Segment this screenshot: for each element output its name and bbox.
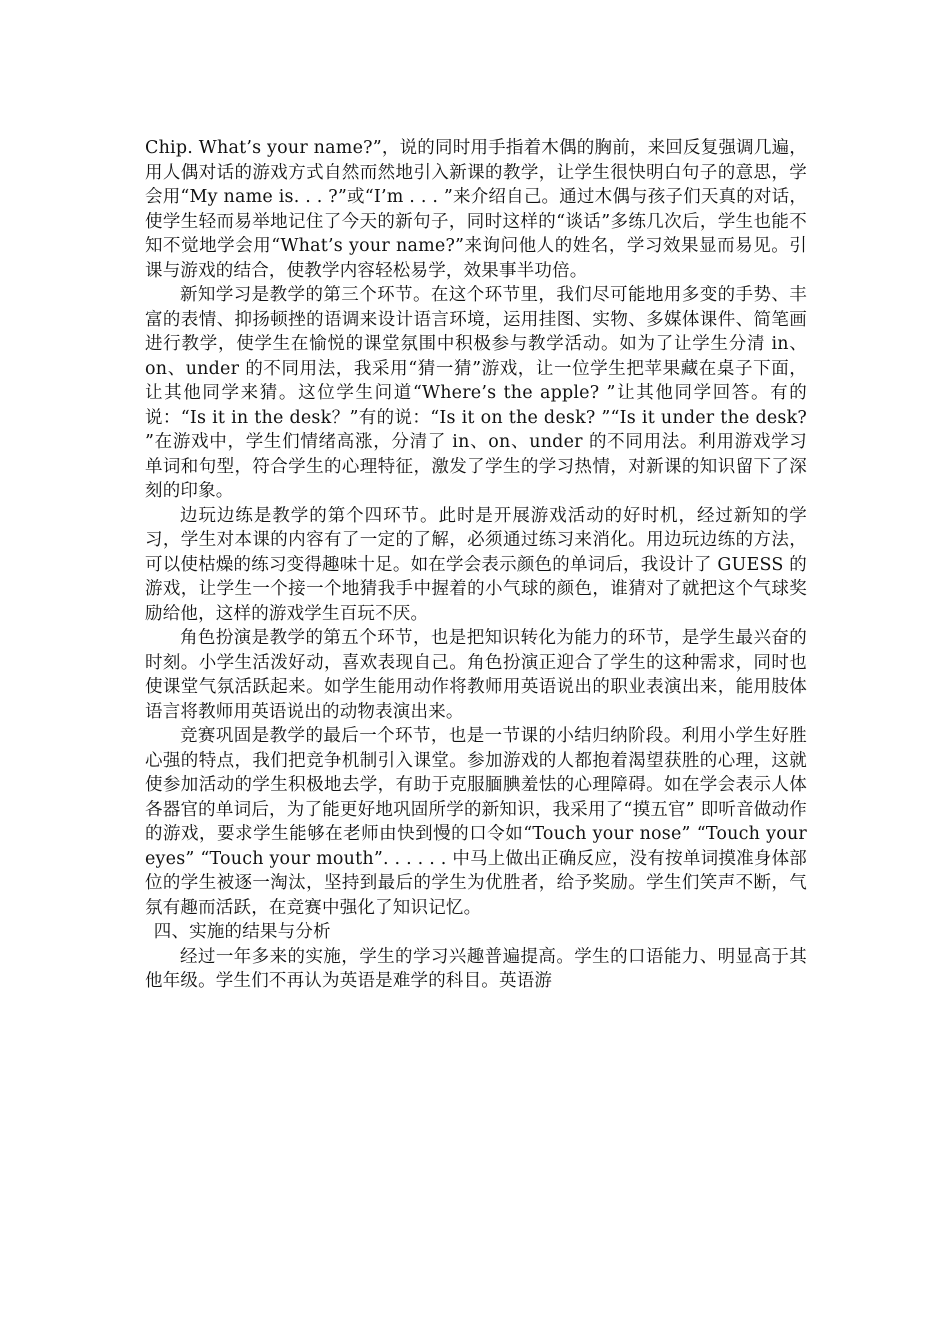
section-heading: 四、实施的结果与分析 (153, 922, 331, 942)
document-body (145, 136, 807, 994)
paragraph-results: 经过一年多来的实施，学生的学习兴趣普遍提高。学生的口语能力、明显高于其他年级。学生们不再认为英语是难学的科目。英语游 (145, 946, 807, 991)
paragraph-play-and-practice: 边玩边练是教学的第个四环节。此时是开展游戏活动的好时机，经过新知的学习，学生对本课的内容有了一定的了解，必须通过练习来消化。用边玩边练的方法，可以使枯燥的练习变得趣味十足。如在学会表示颜色的单词后，我设计了 GUESS 的游戏，让学生一个接一个地猜我手中握着的小气球的颜色，谁猜对了就把这个气球奖励给他，这样的游戏学生百玩不厌。 (145, 505, 807, 624)
paragraph-intro-continuation: Chip. What’s your name?”，说的同时用手指着木偶的胸前，来回反复强调几遍，用人偶对话的游戏方式自然而然地引入新课的教学，让学生很快明白句子的意思，学会用“My name is. . . ?”或“I’m . . . ”来介绍自己。通过木偶与孩子们天真的对话，使学生轻而易举地记住了今天的新句子，同时这样的“谈话”多练几次后，学生也能不知不觉地学会用“What’s your name?”来询问他人的姓名，学习效果显而易见。引课与游戏的结合，使教学内容轻松易学，效果事半功倍。 (145, 138, 808, 281)
paragraph-new-knowledge: 新知学习是教学的第三个环节。在这个环节里，我们尽可能地用多变的手势、丰富的表情、抑扬顿挫的语调来设计语言环境，运用挂图、实物、多媒体课件、简笔画进行教学，使学生在愉悦的课堂氛围中积极参与教学活动。如为了让学生分清 in、on、under 的不同用法，我采用“猜一猜”游戏，让一位学生把苹果藏在桌子下面，让其他同学来猜。这位学生问道“Where’s the apple? ”让其他同学回答。有的说：“Is it in the desk？”有的说：“Is it on the desk? ”“Is it under the desk? ”在游戏中，学生们情绪高涨，分清了 in、on、under 的不同用法。利用游戏学习单词和句型，符合学生的心理特征，激发了学生的学习热情，对新课的知识留下了深刻的印象。 (145, 285, 807, 501)
paragraph-role-play: 角色扮演是教学的第五个环节，也是把知识转化为能力的环节，是学生最兴奋的时刻。小学生活泼好动，喜欢表现自己。角色扮演正迎合了学生的这种需求，同时也使课堂气氛活跃起来。如学生能用动作将教师用英语说出的职业表演出来，能用肢体语言将教师用英语说出的动物表演出来。 (145, 628, 807, 722)
paragraph-competition: 竞赛巩固是教学的最后一个环节，也是一节课的小结归纳阶段。利用小学生好胜心强的特点，我们把竞争机制引入课堂。参加游戏的人都抱着渴望获胜的心理，这就使参加活动的学生积极地去学，有助于克服腼腆羞怯的心理障碍。如在学会表示人体各器官的单词后，为了能更好地巩固所学的新知识，我采用了“摸五官” 即听音做动作的游戏，要求学生能够在老师由快到慢的口令如“Touch your nose” “Touch your eyes” “Touch your mouth”. . . . . . 中马上做出正确反应，没有按单词摸准身体部位的学生被逐一淘汰，坚持到最后的学生为优胜者，给予奖励。学生们笑声不断，气氛有趣而活跃，在竞赛中强化了知识记忆。 (145, 726, 807, 918)
